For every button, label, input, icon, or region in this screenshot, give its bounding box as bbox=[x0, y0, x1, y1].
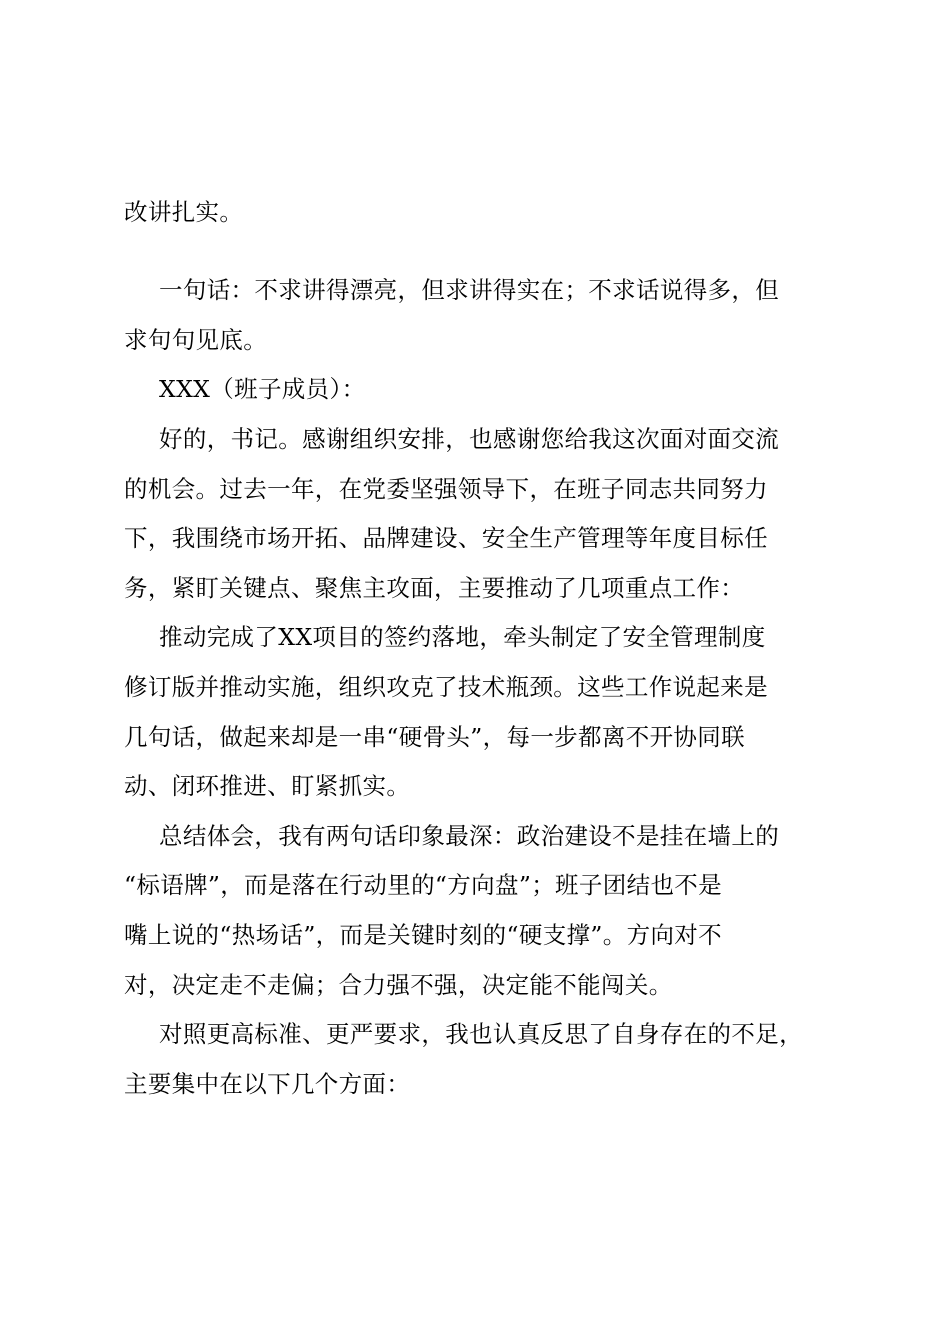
text-line: “标语牌”，而是落在行动里的“方向盘”；班子团结也不是 bbox=[124, 871, 723, 899]
text-line: 推动完成了XX项目的签约落地，牵头制定了安全管理制度 bbox=[159, 623, 766, 651]
text-line: 动、闭环推进、盯紧抓实。 bbox=[124, 772, 411, 800]
text-line: 求句句见底。 bbox=[124, 326, 268, 354]
text-line: 对，决定走不走偏；合力强不强，决定能不能闯关。 bbox=[124, 971, 673, 999]
text-line: 嘴上说的“热场话”，而是关键时刻的“硬支撑”。方向对不 bbox=[124, 921, 723, 949]
text-line: 下，我围绕市场开拓、品牌建设、安全生产管理等年度目标任 bbox=[124, 524, 768, 552]
text-line: 主要集中在以下几个方面： bbox=[124, 1070, 411, 1098]
text-line: 一句话：不求讲得漂亮，但求讲得实在；不求话说得多，但 bbox=[159, 276, 780, 304]
text-line: 改讲扎实。 bbox=[124, 198, 244, 226]
text-line: 修订版并推动实施，组织攻克了技术瓶颈。这些工作说起来是 bbox=[124, 673, 768, 701]
text-line: 总结体会，我有两句话印象最深：政治建设不是挂在墙上的 bbox=[159, 822, 780, 850]
text-line: 几句话，做起来却是一串“硬骨头”，每一步都离不开协同联 bbox=[124, 723, 745, 751]
text-line: 务，紧盯关键点、聚焦主攻面，主要推动了几项重点工作： bbox=[124, 574, 745, 602]
text-line: 的机会。过去一年，在党委坚强领导下，在班子同志共同努力 bbox=[124, 475, 768, 503]
speaker-label: XXX（班子成员）： bbox=[159, 375, 366, 403]
text-line: 对照更高标准、更严要求，我也认真反思了自身存在的不足， bbox=[159, 1020, 803, 1048]
text-line: 好的，书记。感谢组织安排，也感谢您给我这次面对面交流 bbox=[159, 425, 780, 453]
